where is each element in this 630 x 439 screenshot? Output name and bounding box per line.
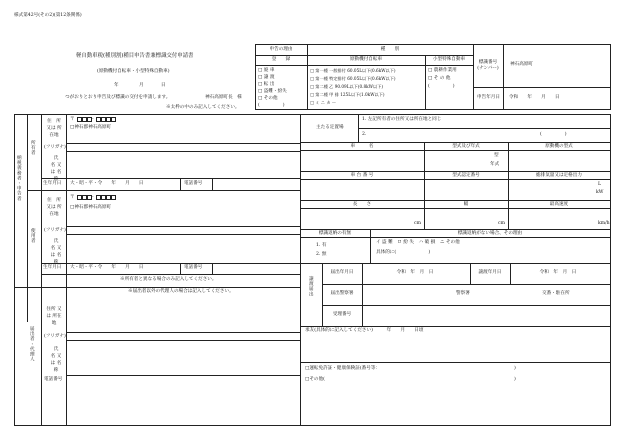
handover-note[interactable]: 承友(具体的に記入してください) 年 月 日頃	[305, 328, 424, 333]
plate-return-yes[interactable]: 1. 有	[316, 243, 327, 248]
plate-return-label: 標識返納の有無	[318, 231, 352, 236]
user-birth-value[interactable]: 大・昭・平・令 年 月 日	[70, 265, 144, 270]
report-date-value[interactable]: 令和 年 月 日	[396, 270, 434, 275]
plate-number-label: 標識番号 (ナンバー)	[477, 60, 499, 72]
registration-header: 登 録	[271, 57, 291, 62]
user-group-label: 使用者	[30, 228, 36, 244]
paren-close: )	[514, 366, 516, 371]
reason-option[interactable]: □ 譲 渡	[258, 75, 275, 80]
user-zip-mark: 〒	[70, 195, 75, 200]
vehicle-name-header: 車 名	[350, 144, 374, 149]
unit-kmh: km/h	[598, 221, 610, 226]
owner-address-label: 住 所 又は 所在地	[46, 119, 62, 138]
addressee: 神石高原町長 様	[205, 95, 242, 100]
transfer-date-label: 譲渡年月日	[478, 270, 502, 275]
applicant-group-label: 届出者・代理人	[29, 326, 35, 362]
report-date-label: 届出年月日	[330, 270, 354, 275]
user-town-checkbox[interactable]: □神石郡神石高原町	[70, 205, 112, 210]
applicant-furigana-label: (フリガナ)	[44, 334, 66, 339]
receipt-number-label: 受理番号	[332, 312, 352, 317]
owner-zip-mark: 〒	[70, 117, 75, 122]
id-license-checkbox[interactable]: □運転免許証・健康保険証(番号等：	[305, 366, 381, 371]
motor-class-option[interactable]: □ 第二種 甲 排 125L以下(1.0kW以下)	[310, 92, 385, 97]
applicant-note: ※届出者以外の代理人の場合は記入してください。	[128, 289, 234, 294]
year-unit: 年式	[490, 162, 500, 167]
motor-header: 原動機付自転車	[349, 57, 383, 62]
motor-class-option[interactable]: □ ミ ニ カ ー	[310, 100, 337, 105]
motor-class-option[interactable]: □ 第一種 特定排付 60.05L以下(0.6kW以下)	[310, 76, 396, 81]
user-zip-box[interactable]	[111, 195, 116, 200]
id-other-checkbox[interactable]: □その他(	[305, 377, 325, 382]
user-name-label: 氏 名 又は 名 称	[50, 239, 66, 266]
reason-option[interactable]: □ 廃 車	[258, 68, 275, 73]
small-type-other-paren: ( )	[428, 84, 455, 89]
transfer-date-value[interactable]: 令和 年 月 日	[539, 270, 577, 275]
motor-class-option[interactable]: □ 第二種 乙 90.09L以下(0.8kW以下)	[310, 84, 383, 89]
plate-reason-options[interactable]: イ 盗 難 ロ 紛 失 ハ 破 損 ニ その他	[376, 240, 460, 245]
police-station-value[interactable]: 警察署	[456, 291, 470, 296]
plate-number-value[interactable]: 神石高原町	[510, 62, 533, 67]
length-header: 長 さ	[352, 202, 372, 207]
paren-close: )	[514, 377, 516, 382]
date-year: 年	[114, 83, 119, 88]
chassis-number-header: 車 台 番 号	[350, 173, 374, 178]
reason-header: 申告の理由	[269, 47, 293, 52]
small-type-option[interactable]: □ そ の 他	[428, 76, 451, 81]
applicant-address-label: 住所 又は 所在地	[46, 307, 62, 327]
plate-return-no[interactable]: 2. 無	[316, 252, 327, 257]
transfer-report-label: 譲渡届出	[308, 276, 314, 297]
owner-birth-value[interactable]: 大・昭・平・令 年 月 日	[70, 181, 144, 186]
unit-kw: kW	[596, 190, 604, 195]
user-phone-label: 電話番号	[184, 265, 203, 270]
model-unit: 型	[494, 153, 499, 158]
applicant-phone-label: 電話番号	[44, 377, 63, 382]
user-address-label: 住 所 又は 所在地	[46, 198, 62, 217]
owner-group-label: 所有者	[30, 140, 36, 156]
form-number: 様式第42号(その2)(第12条関係)	[14, 13, 82, 18]
user-birth-label: 生年月日	[43, 265, 62, 270]
owner-name-label: 氏 名 又は 名 称	[50, 156, 66, 183]
police-box-value[interactable]: 交番・駐在所	[542, 291, 570, 296]
small-type-option[interactable]: □ 農耕作業用	[428, 68, 457, 73]
reason-other-paren: ( )	[258, 103, 285, 108]
reason-option[interactable]: □ 盗難・紛失	[258, 89, 287, 94]
applicant-name-label: 氏 名 又は 名 称	[50, 347, 66, 374]
owner-zip-box[interactable]	[111, 117, 116, 122]
type-header: 種 別	[380, 47, 400, 52]
plate-reason-detail[interactable]: 具体的に( )	[376, 250, 431, 255]
owner-furigana-label: (フリガナ)	[44, 145, 66, 150]
bold-frame-note: ※太枠の中のみ記入してください。	[166, 105, 240, 110]
date-day: 日	[161, 83, 166, 88]
displacement-header: 総排気量又は定格出力	[536, 173, 582, 178]
small-special-header: 小型特殊自動車	[432, 57, 466, 62]
engine-model-header: 原動機の型式	[545, 144, 573, 149]
max-speed-header: 最高速度	[549, 202, 569, 207]
reason-option[interactable]: □ その他	[258, 96, 278, 101]
application-sentence: つがおりとおり申告及び標識の交付を申請します。	[65, 95, 171, 100]
form-subtitle: (原動機付自転車・小型特殊自動車)	[97, 69, 170, 74]
owner-birth-label: 生年月日	[43, 181, 62, 186]
user-note: ※所有者と異なる場合のみ記入してください。	[120, 277, 217, 282]
owner-town-checkbox[interactable]: □神石郡神石高原町	[70, 125, 112, 130]
motor-class-option[interactable]: □ 第一種 一般排付 60.05L以下(0.6kW以下)	[310, 68, 396, 73]
owner-phone-label: 電話番号	[184, 181, 203, 186]
form-title: 軽自動車税(種別割)種目申告書兼標識交付申請書	[76, 53, 194, 59]
storage-option-same[interactable]: 1. 左記所有者の住所又は所在地と同じ	[362, 117, 442, 122]
date-month: 月	[139, 83, 144, 88]
declaration-date-label: 申告年月日	[477, 95, 500, 100]
storage-option-other[interactable]: 2.	[362, 132, 367, 137]
type-cert-header: 型式認定番号	[452, 173, 480, 178]
plate-no-return-reason-label: 標識返納がない場合、その理由	[457, 231, 523, 236]
storage-other-paren: ( )	[540, 132, 567, 137]
width-header: 幅	[463, 202, 469, 207]
taxpayer-declarant-label: 納税義務者・申告者	[16, 155, 22, 201]
police-station-label: 届出警察署	[330, 291, 354, 296]
unit-cm: cm	[414, 221, 421, 226]
reason-option[interactable]: □ 転 出	[258, 82, 275, 87]
declaration-date-value[interactable]: 令和 年 月 日	[509, 95, 560, 100]
unit-cm: cm	[498, 221, 505, 226]
user-furigana-label: (フリガナ)	[44, 228, 66, 233]
storage-location-label: 主たる定置場	[316, 125, 344, 130]
unit-liter: L	[598, 182, 602, 187]
model-year-header: 型式及び年式	[452, 144, 480, 149]
